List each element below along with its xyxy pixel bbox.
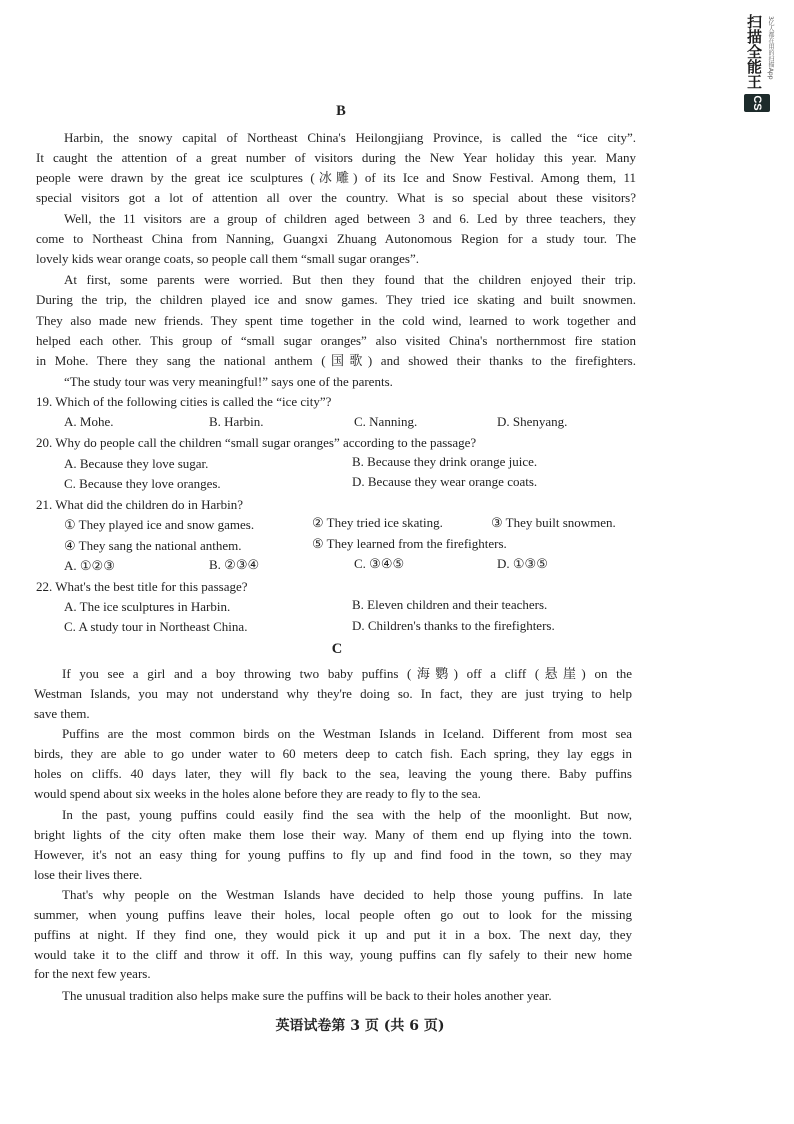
c-p4-line: summer, when young puffins leave their holes, local people often go out to look for the missing <box>34 907 632 922</box>
q20-stem: 20. Why do people call the children “small sugar oranges” according to the passage? <box>36 435 477 450</box>
q21-statement-2: ② They tried ice skating. <box>312 515 443 530</box>
b-p1-line: special visitors got a lot of attention all over the country. What is so special about these visitors? <box>36 190 636 205</box>
b-p3-line: At first, some parents were worried. But then they found that the children enjoyed their trip. <box>64 272 636 287</box>
q22-stem: 22. What's the best title for this passage? <box>36 579 248 594</box>
c-p3-line: In the past, young puffins could easily find the sea with the help of the moonlight. But now, <box>62 807 632 822</box>
b-p1-line: people were drawn by the great ice sculptures (冰雕) of its Ice and Snow Festival. Among them, 11 <box>36 170 636 185</box>
q20-option-c: C. Because they love oranges. <box>64 476 221 491</box>
c-p2-line: would spend about six weeks in the holes alone before they are ready to fly to the sea. <box>34 786 481 801</box>
watermark-app-name: 扫描全能王 <box>745 14 763 89</box>
c-p4-line: for the next few years. <box>34 966 151 981</box>
c-p1-line: save them. <box>34 706 90 721</box>
c-p1-line: Westman Islands, you may not understand why they're doing so. In fact, they are just trying to help <box>34 686 632 701</box>
page-footer: 英语试卷第 3 页 (共 6 页) <box>275 1018 445 1034</box>
c-p2-line: Puffins are the most common birds on the Westman Islands in Iceland. Different from most sea <box>62 726 632 741</box>
c-p1-line: If you see a girl and a boy throwing two baby puffins (海鹦) off a cliff (悬崖) on the <box>62 666 632 681</box>
q21-statement-5: ⑤ They learned from the firefighters. <box>312 536 507 551</box>
b-p1-line: Harbin, the snowy capital of Northeast China's Heilongjiang Province, is called the “ice city”. <box>64 130 636 145</box>
c-p3-line: bright lights of the city often make them lose their way. Many of them end up flying into the town. <box>34 827 632 842</box>
b-p2-line: come to Northeast China from Nanning, Guangxi Zhuang Autonomous Region for a study tour. The <box>36 231 636 246</box>
q21-statement-3: ③ They built snowmen. <box>491 515 616 530</box>
c-p4-line: puffins at night. If they find one, they would pick it up and put it in a box. The next day, they <box>34 927 632 942</box>
b-p3-line: During the trip, the children played ice and snow games. They tried ice skating and built snowmen. <box>36 292 636 307</box>
q22-option-c: C. A study tour in Northeast China. <box>64 619 248 634</box>
q20-option-a: A. Because they love sugar. <box>64 456 209 471</box>
q20-option-d: D. Because they wear orange coats. <box>352 474 538 489</box>
c-p4-line: That's why people on the Westman Islands have decided to help those young puffins. In late <box>62 887 632 902</box>
q21-option-c: C. ③④⑤ <box>354 556 405 571</box>
c-p3-line: However, it's not an easy thing for young puffins to fly up and find food in the town, so they may <box>34 847 632 862</box>
q19-option-b: B. Harbin. <box>209 414 264 429</box>
q21-stem: 21. What did the children do in Harbin? <box>36 497 243 512</box>
q19-option-c: C. Nanning. <box>354 414 418 429</box>
c-p5-line: The unusual tradition also helps make sure the puffins will be back to their holes another year. <box>62 988 552 1003</box>
b-p3-line: in Mohe. There they sang the national anthem (国歌) and showed their thanks to the firefighters. <box>36 353 636 368</box>
section-b-heading: B <box>336 103 346 119</box>
q19-option-d: D. Shenyang. <box>497 414 568 429</box>
scanner-watermark <box>744 14 778 120</box>
b-p2-line: Well, the 11 visitors are a group of children aged between 3 and 6. Led by three teachers, they <box>64 211 636 226</box>
q21-option-d: D. ①③⑤ <box>497 556 548 571</box>
b-p3-line: They also made new friends. They spent time together in the cold wind, learned to work together and <box>36 313 636 328</box>
b-p2-line: lovely kids wear orange coats, so people call them “small sugar oranges”. <box>36 251 420 266</box>
q21-statement-4: ④ They sang the national anthem. <box>64 538 242 553</box>
q22-option-a: A. The ice sculptures in Harbin. <box>64 599 231 614</box>
b-p3-line: helped each other. This group of “small sugar oranges” also visited China's northernmost fire station <box>36 333 636 348</box>
q19-option-a: A. Mohe. <box>64 414 114 429</box>
c-p2-line: holes on cliffs. 40 days later, they will fly back to the sea, leaving the young there. Baby puffins <box>34 766 632 781</box>
q20-option-b: B. Because they drink orange juice. <box>352 454 538 469</box>
watermark-tagline: 3亿人都在用的扫描App <box>767 16 774 80</box>
q21-statement-1: ① They played ice and snow games. <box>64 517 255 532</box>
c-p4-line: would take it to the cliff and throw it off. In this way, young puffins can fly safely to their new home <box>34 947 632 962</box>
q22-option-d: D. Children's thanks to the firefighters. <box>352 618 555 633</box>
b-p4-line: “The study tour was very meaningful!” says one of the parents. <box>64 374 393 389</box>
watermark-logo-icon: CS <box>744 94 770 112</box>
c-p3-line: lose their lives there. <box>34 867 143 882</box>
section-c-heading: C <box>331 641 343 657</box>
c-p2-line: birds, they are able to go under water to 60 meters deep to catch fish. Each spring, they lay eggs in <box>34 746 632 761</box>
q21-option-a: A. ①②③ <box>64 558 115 573</box>
q21-option-b: B. ②③④ <box>209 557 260 572</box>
b-p1-line: It caught the attention of a great number of visitors during the New Year holiday this year. Many <box>36 150 636 165</box>
q22-option-b: B. Eleven children and their teachers. <box>352 597 548 612</box>
q19-stem: 19. Which of the following cities is called the “ice city”? <box>36 394 332 409</box>
